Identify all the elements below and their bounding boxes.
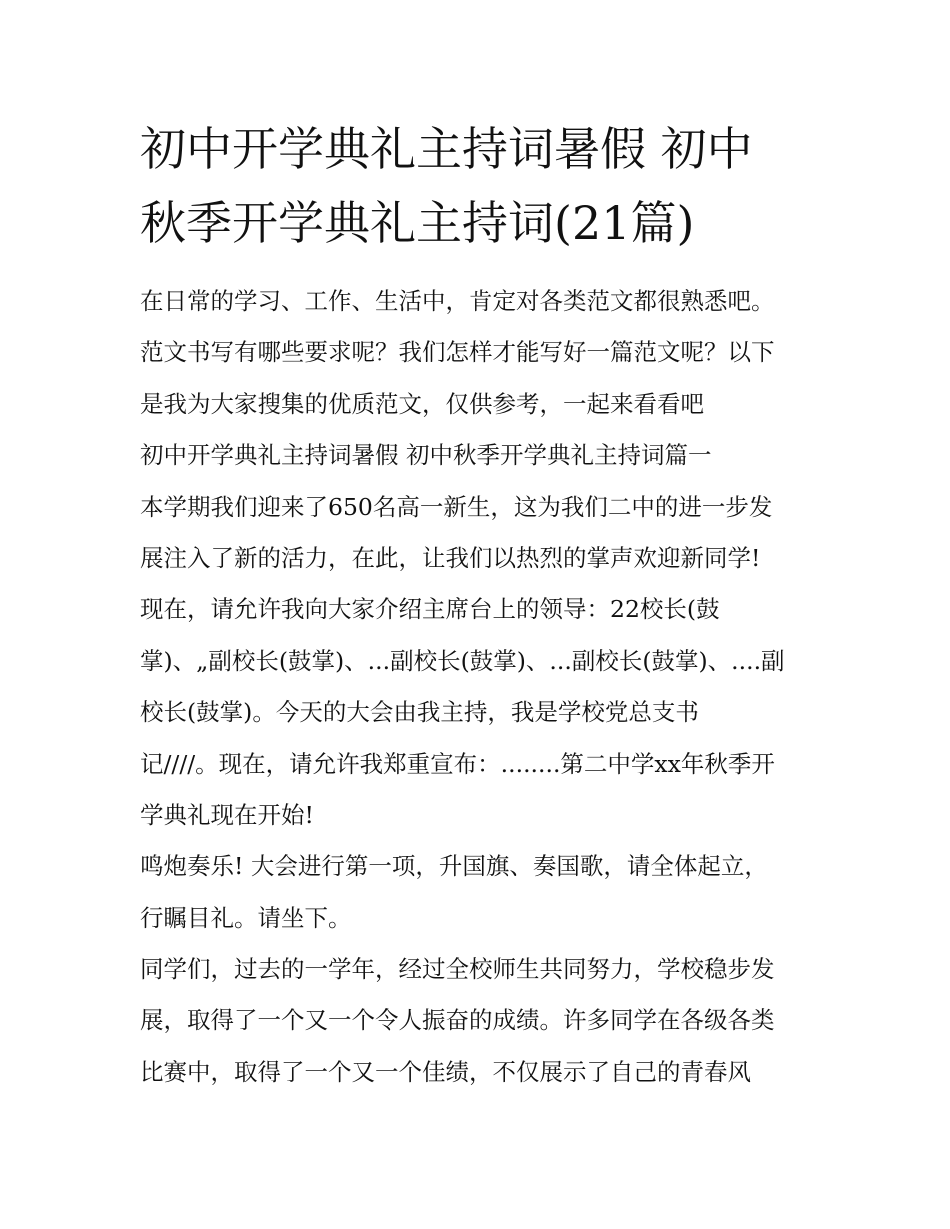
body-line-13: 行瞩目礼。请坐下。 — [140, 903, 352, 932]
title-line-1: 初中开学典礼主持词暑假 初中 — [140, 122, 753, 176]
document-body — [140, 276, 830, 1098]
body-line-5: 本学期我们迎来了650名高一新生，这为我们二中的进一步发 — [140, 492, 773, 521]
body-line-7: 现在，请允许我向大家介绍主席台上的领导：22校长(鼓 — [140, 595, 720, 624]
body-line-2: 范文书写有哪些要求呢？我们怎样才能写好一篇范文呢？以下 — [140, 338, 775, 367]
body-line-14: 同学们，过去的一学年，经过全校师生共同努力，学校稳步发 — [140, 955, 775, 984]
body-line-3: 是我为大家搜集的优质范文，仅供参考，一起来看看吧 — [140, 389, 704, 418]
document-title — [140, 112, 830, 260]
body-line-11: 学典礼现在开始! — [140, 800, 314, 829]
body-line-9: 校长(鼓掌)。今天的大会由我主持，我是学校党总支书 — [140, 698, 699, 727]
body-line-12: 鸣炮奏乐! 大会进行第一项，升国旗、奏国歌，请全体起立， — [140, 852, 768, 881]
body-line-8: 掌)、„副校长(鼓掌)、...副校长(鼓掌)、...副校长(鼓掌)、....副 — [140, 646, 785, 675]
body-line-15: 展，取得了一个又一个令人振奋的成绩。许多同学在各级各类 — [140, 1006, 775, 1035]
body-line-16: 比赛中，取得了一个又一个佳绩，不仅展示了自己的青春风 — [140, 1057, 751, 1086]
title-line-2: 秋季开学典礼主持词(21篇) — [140, 196, 695, 250]
body-line-10: 记////。现在，请允许我郑重宣布：........第二中学xx年秋季开 — [140, 749, 775, 778]
section-heading: 初中开学典礼主持词暑假 初中秋季开学典礼主持词篇一 — [140, 441, 712, 470]
body-line-1: 在日常的学习、工作、生活中，肯定对各类范文都很熟悉吧。 — [140, 287, 775, 315]
body-line-6: 展注入了新的活力，在此，让我们以热烈的掌声欢迎新同学! — [140, 543, 761, 572]
